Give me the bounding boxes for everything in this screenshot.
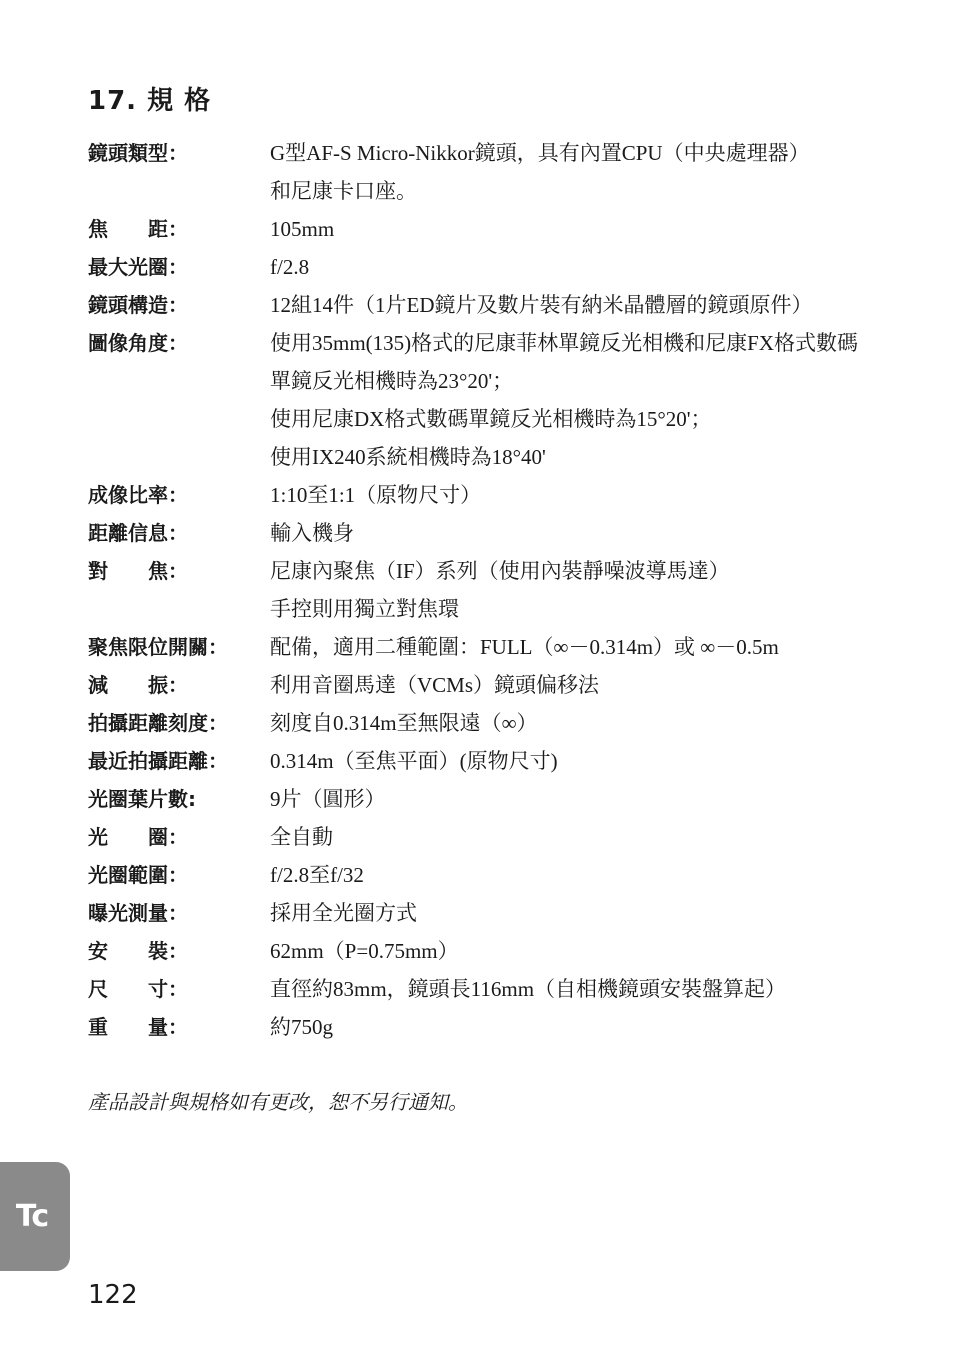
spec-row — [88, 1008, 918, 1046]
spec-table — [88, 134, 918, 1046]
spec-label: 尺 寸： — [88, 977, 188, 1001]
spec-value — [270, 704, 918, 742]
spec-row — [88, 666, 918, 704]
spec-value — [270, 514, 918, 552]
spec-label: 對 焦： — [88, 559, 188, 583]
spec-value — [270, 856, 918, 894]
spec-row — [88, 324, 918, 476]
spec-value — [270, 894, 918, 932]
spec-value — [270, 1008, 918, 1046]
spec-value-line: 9片（圓形） — [270, 787, 386, 811]
spec-row — [88, 514, 918, 552]
spec-label: 焦 距： — [88, 217, 188, 241]
spec-row — [88, 894, 918, 932]
spec-label: 最近拍攝距離： — [88, 749, 228, 773]
spec-value — [270, 134, 918, 210]
spec-value — [270, 666, 918, 704]
spec-row — [88, 248, 918, 286]
spec-value — [270, 210, 918, 248]
spec-label: 安 裝： — [88, 939, 188, 963]
spec-label: 減 振： — [88, 673, 188, 697]
spec-row — [88, 286, 918, 324]
spec-value-line: 使用尼康DX格式數碼單鏡反光相機時為15°20'； — [270, 407, 712, 431]
spec-value-line: 配備，適用二種範圍：FULL（∞－0.314m）或 ∞－0.5m — [270, 635, 779, 659]
spec-row — [88, 970, 918, 1008]
page-number: 122 — [88, 1280, 138, 1310]
spec-row — [88, 552, 918, 628]
spec-value-line: 全自動 — [270, 825, 333, 849]
spec-value-line: 12組14件（1片ED鏡片及數片裝有納米晶體層的鏡頭原件） — [270, 293, 813, 317]
spec-value — [270, 742, 918, 780]
spec-row — [88, 476, 918, 514]
spec-value-line: 約750g — [270, 1015, 333, 1039]
spec-value-line: 和尼康卡口座。 — [270, 179, 417, 203]
spec-value — [270, 970, 918, 1008]
spec-value-line: 刻度自0.314m至無限遠（∞） — [270, 711, 538, 735]
spec-label: 拍攝距離刻度： — [88, 711, 228, 735]
spec-value-line: 0.314m（至焦平面）(原物尺寸) — [270, 749, 558, 773]
spec-value-line: 直徑約83mm，鏡頭長116mm（自相機鏡頭安裝盤算起） — [270, 977, 787, 1001]
section-title: 17. 規 格 — [88, 86, 212, 116]
spec-label: 成像比率： — [88, 483, 188, 507]
spec-value-line: 手控則用獨立對焦環 — [270, 597, 459, 621]
spec-label: 鏡頭構造： — [88, 293, 188, 317]
spec-value-line: 使用IX240系統相機時為18°40' — [270, 445, 546, 469]
spec-value — [270, 552, 918, 628]
spec-row — [88, 742, 918, 780]
spec-label: 光 圈： — [88, 825, 188, 849]
spec-value-line: 尼康內聚焦（IF）系列（使用內裝靜噪波導馬達） — [270, 559, 730, 583]
language-tab-label: Tc — [15, 1199, 49, 1234]
spec-value — [270, 476, 918, 514]
spec-row — [88, 932, 918, 970]
spec-value-line: 使用35mm(135)格式的尼康菲林單鏡反光相機和尼康FX格式數碼 — [270, 331, 858, 355]
notice-text: 產品設計與規格如有更改，恕不另行通知。 — [88, 1092, 468, 1114]
spec-value-line: 利用音圈馬達（VCMs）鏡頭偏移法 — [270, 673, 600, 697]
spec-value — [270, 628, 918, 666]
spec-label: 聚焦限位開關： — [88, 635, 228, 659]
spec-value-line: G型AF-S Micro-Nikkor鏡頭，具有內置CPU（中央處理器） — [270, 141, 810, 165]
spec-value-line: 輸入機身 — [270, 521, 354, 545]
spec-value — [270, 286, 918, 324]
spec-row — [88, 210, 918, 248]
spec-label: 最大光圈： — [88, 255, 188, 279]
spec-value — [270, 248, 918, 286]
spec-value — [270, 324, 918, 476]
spec-row — [88, 628, 918, 666]
spec-value-line: f/2.8至f/32 — [270, 863, 364, 887]
spec-row — [88, 704, 918, 742]
spec-row — [88, 818, 918, 856]
spec-value-line: 採用全光圈方式 — [270, 901, 417, 925]
spec-label: 重 量： — [88, 1015, 188, 1039]
spec-value-line: 1:10至1:1（原物尺寸） — [270, 483, 482, 507]
spec-value-line: f/2.8 — [270, 255, 310, 279]
spec-value — [270, 780, 918, 818]
spec-label: 光圈葉片數: — [88, 787, 196, 811]
spec-value — [270, 932, 918, 970]
spec-label: 圖像角度： — [88, 331, 188, 355]
spec-row — [88, 134, 918, 210]
spec-row — [88, 780, 918, 818]
spec-label: 鏡頭類型： — [88, 141, 188, 165]
language-tab — [0, 1162, 70, 1271]
spec-row — [88, 856, 918, 894]
spec-value — [270, 818, 918, 856]
spec-label: 距離信息： — [88, 521, 188, 545]
spec-value-line: 62mm（P=0.75mm） — [270, 939, 459, 963]
spec-value-line: 單鏡反光相機時為23°20'； — [270, 369, 514, 393]
spec-value-line: 105mm — [270, 217, 335, 241]
spec-label: 光圈範圍： — [88, 863, 188, 887]
spec-label: 曝光測量： — [88, 901, 188, 925]
